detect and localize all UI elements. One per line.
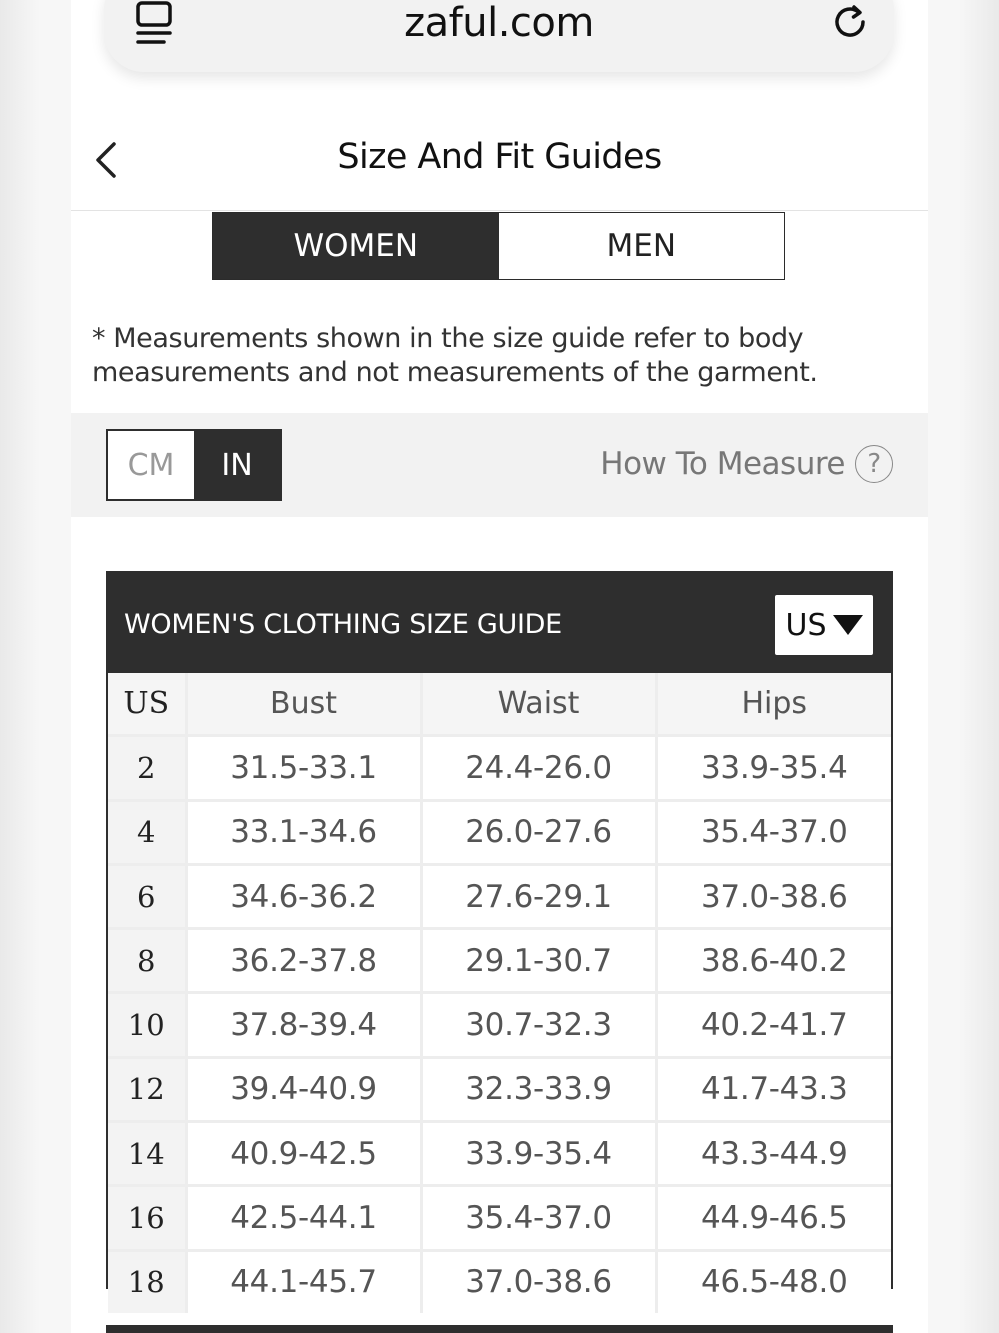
size-cell: 18 bbox=[108, 1250, 186, 1313]
waist-cell: 35.4-37.0 bbox=[421, 1186, 656, 1250]
waist-cell: 32.3-33.9 bbox=[421, 1057, 656, 1121]
size-cell: 16 bbox=[108, 1186, 186, 1250]
page-header bbox=[71, 110, 928, 211]
unit-cm-option[interactable]: CM bbox=[108, 431, 194, 499]
hips-cell: 44.9-46.5 bbox=[656, 1186, 891, 1250]
size-cell: 14 bbox=[108, 1122, 186, 1186]
table-row bbox=[108, 1057, 891, 1121]
unit-in-option[interactable]: IN bbox=[194, 431, 280, 499]
size-cell: 4 bbox=[108, 800, 186, 864]
bust-cell: 39.4-40.9 bbox=[186, 1057, 421, 1121]
size-guide-header bbox=[108, 573, 891, 673]
bust-cell: 37.8-39.4 bbox=[186, 993, 421, 1057]
waist-cell: 29.1-30.7 bbox=[421, 929, 656, 993]
page bbox=[71, 0, 928, 1333]
column-header-bust: Bust bbox=[186, 673, 421, 736]
unit-bar bbox=[71, 413, 928, 517]
waist-cell: 26.0-27.6 bbox=[421, 800, 656, 864]
hips-cell: 35.4-37.0 bbox=[656, 800, 891, 864]
hips-cell: 37.0-38.6 bbox=[656, 864, 891, 928]
bust-cell: 44.1-45.7 bbox=[186, 1250, 421, 1313]
caret-down-icon bbox=[833, 615, 863, 635]
table-row bbox=[108, 1122, 891, 1186]
how-to-measure-link[interactable] bbox=[600, 445, 893, 483]
table-row bbox=[108, 993, 891, 1057]
hips-cell: 46.5-48.0 bbox=[656, 1250, 891, 1313]
gender-tabs bbox=[212, 212, 785, 280]
help-question-icon[interactable]: ? bbox=[855, 445, 893, 483]
size-table bbox=[108, 673, 891, 1313]
size-cell: 10 bbox=[108, 993, 186, 1057]
table-header-row bbox=[108, 673, 891, 736]
column-header-us: US bbox=[108, 673, 186, 736]
region-select-value: US bbox=[785, 607, 827, 643]
bust-cell: 40.9-42.5 bbox=[186, 1122, 421, 1186]
waist-cell: 33.9-35.4 bbox=[421, 1122, 656, 1186]
waist-cell: 30.7-32.3 bbox=[421, 993, 656, 1057]
waist-cell: 27.6-29.1 bbox=[421, 864, 656, 928]
hips-cell: 38.6-40.2 bbox=[656, 929, 891, 993]
tab-women[interactable]: WOMEN bbox=[213, 213, 499, 279]
hips-cell: 40.2-41.7 bbox=[656, 993, 891, 1057]
table-row bbox=[108, 736, 891, 800]
measurement-note: * Measurements shown in the size guide refer to body measurements and not measurements of the garment. bbox=[92, 323, 818, 388]
bust-cell: 42.5-44.1 bbox=[186, 1186, 421, 1250]
how-to-measure-label: How To Measure bbox=[600, 446, 845, 482]
waist-cell: 37.0-38.6 bbox=[421, 1250, 656, 1313]
bust-cell: 36.2-37.8 bbox=[186, 929, 421, 993]
bust-cell: 33.1-34.6 bbox=[186, 800, 421, 864]
table-row bbox=[108, 1250, 891, 1313]
size-guide-table bbox=[106, 571, 893, 1301]
browser-chrome bbox=[71, 0, 928, 110]
page-title: Size And Fit Guides bbox=[337, 137, 662, 177]
waist-cell: 24.4-26.0 bbox=[421, 736, 656, 800]
next-section-header bbox=[106, 1325, 893, 1333]
table-row bbox=[108, 1186, 891, 1250]
column-header-waist: Waist bbox=[421, 673, 656, 736]
region-select[interactable] bbox=[775, 595, 873, 655]
hips-cell: 41.7-43.3 bbox=[656, 1057, 891, 1121]
hips-cell: 33.9-35.4 bbox=[656, 736, 891, 800]
size-cell: 6 bbox=[108, 864, 186, 928]
size-guide-title: WOMEN'S CLOTHING SIZE GUIDE bbox=[124, 609, 562, 640]
size-cell: 2 bbox=[108, 736, 186, 800]
size-cell: 8 bbox=[108, 929, 186, 993]
table-row bbox=[108, 864, 891, 928]
reload-icon[interactable] bbox=[828, 0, 872, 44]
column-header-hips: Hips bbox=[656, 673, 891, 736]
tab-men[interactable]: MEN bbox=[499, 213, 785, 279]
url-text[interactable]: zaful.com bbox=[404, 0, 594, 46]
address-bar[interactable] bbox=[104, 0, 894, 72]
bust-cell: 34.6-36.2 bbox=[186, 864, 421, 928]
size-cell: 12 bbox=[108, 1057, 186, 1121]
unit-toggle bbox=[106, 429, 282, 501]
table-row bbox=[108, 929, 891, 993]
bust-cell: 31.5-33.1 bbox=[186, 736, 421, 800]
hips-cell: 43.3-44.9 bbox=[656, 1122, 891, 1186]
table-row bbox=[108, 800, 891, 864]
